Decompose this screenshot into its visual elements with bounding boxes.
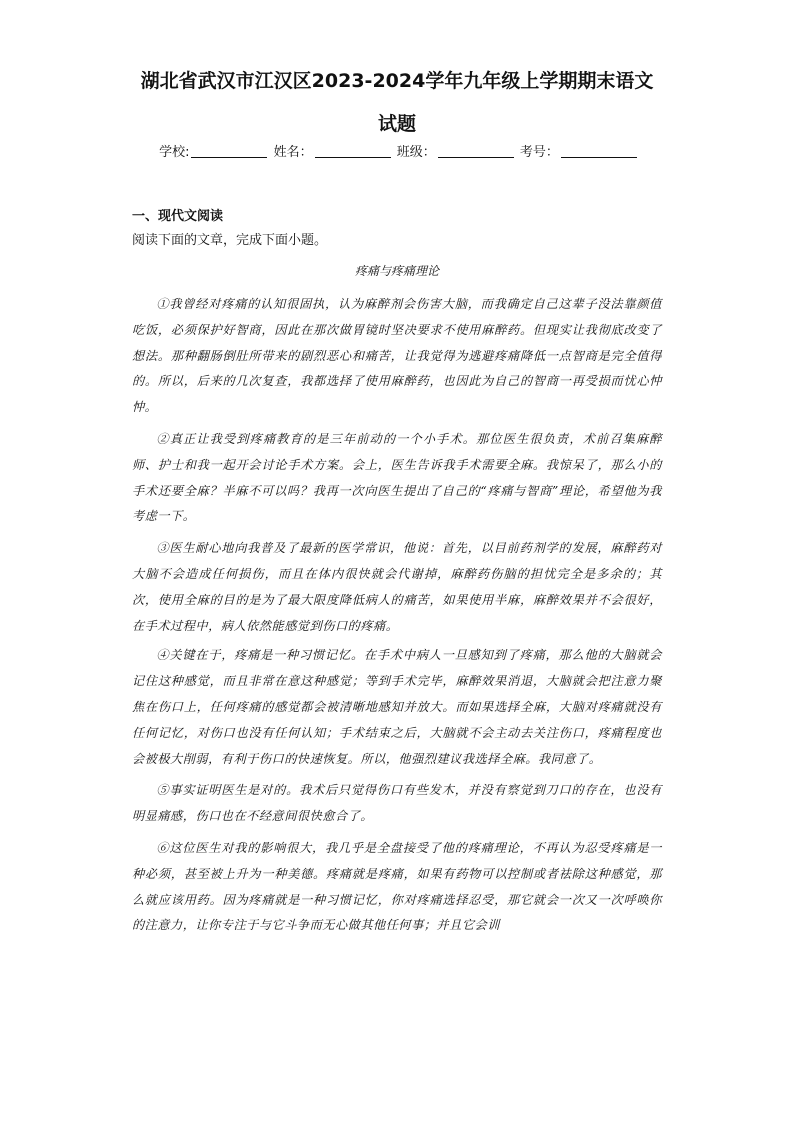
name-label: 姓名： [273,145,313,160]
paragraph-5: ⑤事实证明医生是对的。我术后只觉得伤口有些发木，并没有察觉到刀口的存在，也没有明显痛感，伤口也在不经意间很快愈合了。 [132,783,662,824]
paragraph-6: ⑥这位医生对我的影响很大，我几乎是全盘接受了他的疼痛理论，不再认为忍受疼痛是一种必须，甚至被上升为一种美德。疼痛就是疼痛，如果有药物可以控制或者祛除这种感觉，那么就应该用药。因为疼痛就是一种习惯记忆，你对疼痛选择忍受，那它就会一次又一次呼唤你的注意力，让你专注于与它斗争而无心做其他任何事；并且它会训 [132,840,662,933]
page-title: 湖北省武汉市江汉区2023-2024学年九年级上学期期末语文 [140,70,654,92]
school-label: 学校: [159,145,190,160]
class-blank [438,143,514,158]
paragraph-3: ③医生耐心地向我普及了最新的医学常识，他说：首先，以目前药剂学的发展，麻醉药对大脑不会造成任何损伤，而且在体内很快就会代谢掉，麻醉药伤脑的担忧完全是多余的；其次，使用全麻的目的是为了最大限度降低病人的痛苦，如果使用半麻，麻醉效果并不会很好，在手术过程中，病人依然能感觉到伤口的疼痛。 [132,541,662,633]
section-instruction: 阅读下面的文章，完成下面小题。 [132,233,328,248]
number-label: 考号： [519,145,559,160]
school-blank [191,143,267,158]
paragraph-4: ④关键在于，疼痛是一种习惯记忆。在手术中病人一旦感知到了疼痛，那么他的大脑就会记住这种感觉，而且非常在意这种感觉；等到手术完毕，麻醉效果消退，大脑就会把注意力聚焦在伤口上，任何疼痛的感觉都会被清晰地感知并放大。而如果选择全麻，大脑对疼痛就没有任何记忆，对伤口也没有任何认知；手术结束之后，大脑就不会主动去关注伤口，疼痛程度也会被极大削弱，有利于伤口的快速恢复。所以，他强烈建议我选择全麻。我同意了。 [132,648,662,766]
section-heading: 一、现代文阅读 [132,209,224,224]
paragraph-2: ②真正让我受到疼痛教育的是三年前动的一个小手术。那位医生很负责，术前召集麻醉师、护士和我一起开会讨论手术方案。会上，医生告诉我手术需要全麻。我惊呆了，那么小的手术还要全麻？半麻不可以吗？我再一次向医生提出了自己的“疼痛与智商”理论，希望他为我考虑一下。 [132,431,662,524]
paragraph-1: ①我曾经对疼痛的认知很固执，认为麻醉剂会伤害大脑，而我确定自己这辈子没法靠颜值吃饭，必须保护好智商，因此在那次做胃镜时坚决要求不使用麻醉药。但现实让我彻底改变了想法。那种翻肠倒肚所带来的剧烈恶心和痛苦，让我觉得为逃避疼痛降低一点智商是完全值得的。所以，后来的几次复查，我都选择了使用麻醉药，也因此为自己的智商一再受损而忧心忡忡。 [132,297,662,415]
class-label: 班级： [396,145,436,160]
article-body [132,292,662,945]
student-info-line [0,143,794,163]
name-blank [315,143,391,158]
article-title: 疼痛与疼痛理论 [354,264,439,278]
number-blank [561,143,637,158]
page-title-continued: 试题 [377,113,416,135]
